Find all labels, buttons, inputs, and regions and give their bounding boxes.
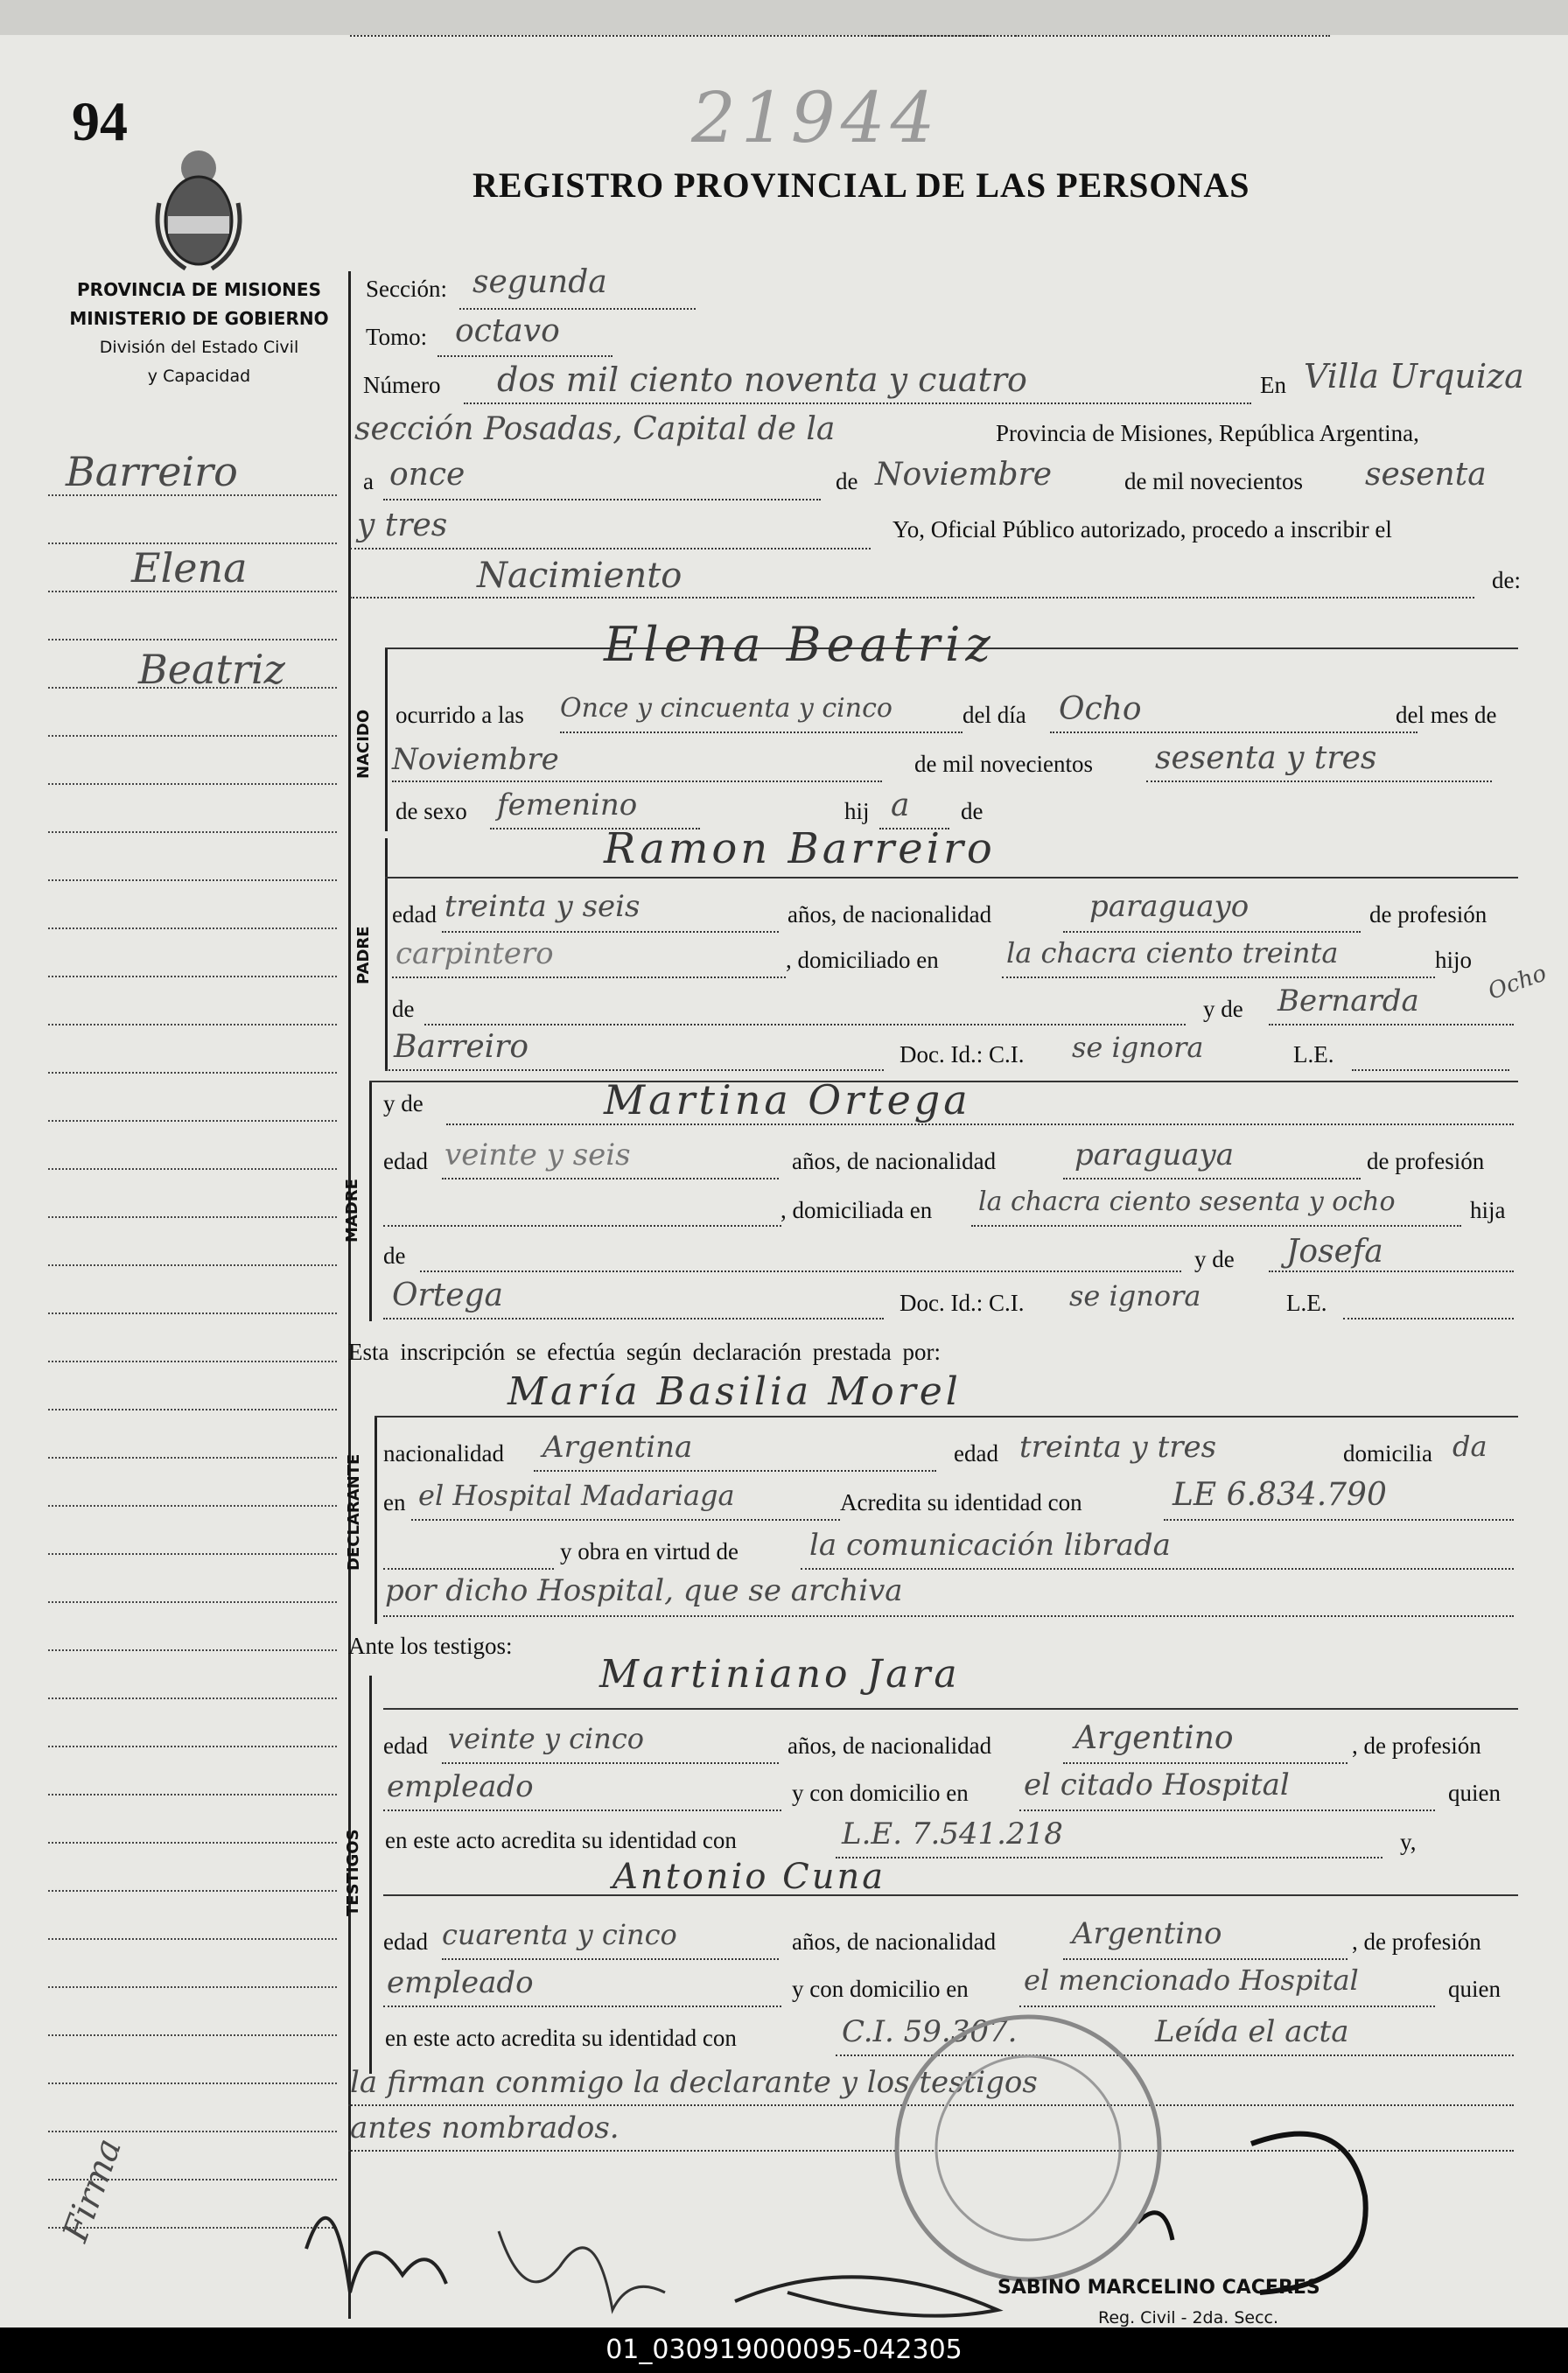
testigo1-edad: veinte y cinco (448, 1722, 645, 1755)
declarante-rule (374, 1416, 377, 1624)
testigo2-domicilio: el mencionado Hospital (1024, 1964, 1359, 1997)
margin-rule-line (48, 1072, 337, 1074)
testigo2-acredita-label: en este acto acredita su identidad con (385, 2025, 737, 2051)
margin-rule-line (48, 1409, 337, 1410)
margin-surname: Barreiro (66, 448, 238, 495)
document-page (0, 35, 1568, 2328)
margin-rule-line (48, 1457, 337, 1459)
margin-rule-line (48, 783, 337, 785)
division-name: División del Estado Civil (99, 338, 299, 357)
document-title: REGISTRO PROVINCIAL DE LAS PERSONAS (472, 165, 1250, 205)
declarante-edad: treinta y tres (1019, 1430, 1217, 1465)
hora-value: Once y cincuenta y cinco (560, 693, 892, 724)
madre-doc-label: Doc. Id.: C.I. (900, 1290, 1025, 1316)
inscripcion-label: Esta inscripción se efectúa según declaración prestada por: (348, 1339, 941, 1365)
testigo1-documento-line (836, 1857, 1382, 1858)
declarante-nac-label: nacionalidad (383, 1440, 504, 1466)
padre-madre-de-value: Bernarda (1278, 984, 1419, 1018)
declarante-section-label: DECLARANTE (345, 1453, 363, 1571)
declarante-domicilio: el Hospital Madariaga (418, 1479, 735, 1512)
top-paper-edge (0, 0, 1568, 35)
testigo2-edad-line (442, 1958, 779, 1960)
margin-note: Firma (55, 2133, 130, 2247)
testigo1-nac-line (1063, 1762, 1348, 1764)
ocurrido-label: ocurrido a las (396, 702, 524, 728)
madre-anios-label: años, de nacionalidad (792, 1148, 997, 1174)
margin-name-1: Elena (131, 544, 248, 592)
declarante-edad-line (1015, 35, 1330, 37)
a-label: a (363, 468, 374, 494)
padre-nombre: Ramon Barreiro (604, 824, 996, 873)
mes-value: Noviembre (875, 457, 1053, 493)
testigo1-profesion-line (383, 1810, 781, 1811)
sexo-value: femenino (497, 788, 638, 822)
handwritten-number: 21944 (691, 77, 941, 158)
margin-rule-line (48, 1938, 337, 1940)
madre-le-label: L.E. (1286, 1290, 1327, 1316)
en-label: En (1260, 372, 1286, 398)
testigo2-nombre: Antonio Cuna (612, 1857, 886, 1897)
madre-nacionalidad-line (1063, 1178, 1361, 1180)
madre-doc-value: se ignora (1069, 1279, 1201, 1312)
madre-madre-de-value: Josefa (1286, 1234, 1383, 1270)
madre-madre-de-line (1269, 1270, 1514, 1272)
madre-profesion-label: de profesión (1367, 1148, 1485, 1174)
testigo2-leida: Leída el acta (1155, 2014, 1349, 2049)
margin-rule-line (48, 2082, 337, 2084)
madre-le-line (1343, 1318, 1514, 1320)
padre-profesion-value: carpintero (396, 936, 554, 971)
padre-nacionalidad-line (1063, 931, 1361, 933)
margin-rule-line (48, 1505, 337, 1507)
ministry-name: MINISTERIO DE GOBIERNO (69, 308, 329, 329)
margin-rule-line (48, 1794, 337, 1796)
margin-rule-line (48, 1698, 337, 1699)
madre-nombre-line (446, 1124, 1514, 1125)
declarante-obra-pre-line (383, 1568, 554, 1570)
en-value: Villa Urquiza (1304, 357, 1524, 396)
declarante-domicilia-label: domicilia (1343, 1440, 1432, 1466)
anio-label: de mil novecientos (1124, 468, 1303, 494)
oficial-label: Yo, Oficial Público autorizado, procedo a inscribir el (892, 516, 1392, 542)
seccion-label: Sección: (366, 276, 447, 302)
margin-name-2: Beatriz (138, 646, 285, 693)
margin-rule-line (48, 879, 337, 881)
stamp-registry: Reg. Civil - 2da. Secc. (1098, 2308, 1279, 2328)
testigo1-documento: L.E. 7.541.218 (842, 1816, 1063, 1852)
dia-value: once (389, 457, 466, 493)
madre-yde-label: y de (383, 1090, 424, 1116)
declarante-documento-line (1164, 1519, 1514, 1521)
anio-nac-line (1146, 780, 1492, 782)
declarante-top-rule (374, 1416, 1518, 1418)
padre-domicilio-label: , domiciliado en (786, 947, 939, 973)
hora-line (560, 732, 962, 733)
padre-profesion-label: de profesión (1369, 901, 1488, 928)
margin-rule-line (48, 976, 337, 977)
madre-apellido: Ortega (392, 1278, 504, 1313)
testigo1-quien-label: quien (1448, 1780, 1501, 1806)
madre-edad-line (442, 1178, 779, 1180)
declarante-obra-2: por dicho Hospital, que se archiva (385, 1573, 903, 1608)
declarante-obra-label: y obra en virtud de (560, 1538, 738, 1564)
testigo1-nombre: Martiniano Jara (599, 1652, 961, 1697)
provincia-label: Provincia de Misiones, República Argentina, (996, 420, 1419, 446)
declarante-nacionalidad: Argentina (542, 1430, 693, 1465)
testigo2-top-rule (383, 1894, 1518, 1896)
stamp-name: SABINO MARCELINO CACERES (998, 2277, 1320, 2299)
margin-rule-line (48, 1216, 337, 1218)
madre-edad-value: veinte y seis (444, 1138, 631, 1172)
testigo2-edad: cuarenta y cinco (442, 1918, 677, 1951)
nacido-nombre: Elena Beatriz (604, 617, 996, 672)
hij-value: a (891, 788, 910, 823)
padre-profesion-line (392, 976, 786, 978)
closing-line-2: antes nombrados. (350, 2110, 620, 2146)
anio2-value: y tres (357, 508, 448, 543)
madre-de-label: de (383, 1242, 406, 1269)
anio-nac-value: sesenta y tres (1155, 740, 1377, 776)
testigo1-anios-label: años, de nacionalidad (788, 1732, 992, 1759)
seccion-value: segunda (472, 264, 607, 300)
margin-rule-line (48, 735, 337, 737)
madre-domicilio-value: la chacra ciento sesenta y ocho (978, 1186, 1396, 1217)
numero-value: dos mil ciento noventa y cuatro (497, 360, 1027, 399)
madre-section-label: MADRE (343, 1179, 361, 1242)
padre-de-label: de (392, 996, 415, 1022)
madre-rule (369, 1081, 372, 1321)
nacido-de-label: de (961, 798, 984, 824)
seccion-line (459, 308, 696, 310)
declarante-nombre: María Basilia Morel (508, 1369, 962, 1414)
province-name: PROVINCIA DE MISIONES (77, 279, 321, 300)
madre-nacionalidad-value: paraguaya (1074, 1138, 1234, 1172)
madre-hija-label: hija (1470, 1197, 1506, 1223)
declarante-obra2-line (383, 1615, 1514, 1617)
de-label: de (836, 468, 858, 494)
padre-section-label: PADRE (354, 926, 373, 984)
padre-edad-line (442, 931, 779, 933)
padre-apellido: Barreiro (394, 1029, 529, 1065)
padre-hijo-extra: Ocho (1484, 960, 1550, 1005)
testigo2-profesion-line (383, 2006, 781, 2007)
padre-anios-label: años, de nacionalidad (788, 901, 992, 928)
madre-yde2-label: y de (1194, 1246, 1235, 1272)
declarante-en-label: en (383, 1489, 406, 1516)
testigos-label: Ante los testigos: (348, 1633, 513, 1659)
mil-label: de mil novecientos (914, 751, 1093, 777)
margin-rule-line (48, 639, 337, 640)
declarante-domicilio-line (411, 1519, 840, 1521)
padre-domicilio-value: la chacra ciento treinta (1006, 936, 1339, 970)
margin-rule-line (48, 2034, 337, 2036)
anio2-line (350, 548, 871, 550)
declarante-documento: LE 6.834.790 (1172, 1477, 1387, 1513)
padre-nacionalidad-value: paraguayo (1089, 889, 1250, 924)
testigo1-acredita-label: en este acto acredita su identidad con (385, 1827, 737, 1853)
mes-nac-line (392, 780, 882, 782)
mes-nac-value: Noviembre (392, 742, 559, 777)
testigos-rule (369, 1676, 372, 2074)
margin-rule-line (48, 1361, 337, 1362)
margin-rule-line (48, 1120, 337, 1122)
de-end-label: de: (1492, 567, 1521, 593)
padre-doc-label: Doc. Id.: C.I. (900, 1041, 1025, 1068)
anio-value: sesenta (1365, 457, 1487, 493)
testigo2-domicilio-label: y con domicilio en (792, 1976, 969, 2002)
testigo1-profesion-label: , de profesión (1352, 1732, 1481, 1759)
tomo-value: octavo (455, 313, 560, 349)
acto-line (350, 597, 1474, 598)
madre-edad-label: edad (383, 1148, 428, 1174)
testigo2-quien-label: quien (1448, 1976, 1501, 2002)
testigos-section-label: TESTIGOS (344, 1829, 362, 1916)
declarante-acredita-label: Acredita su identidad con (840, 1489, 1082, 1516)
declarante-obra: la comunicación librada (809, 1528, 1171, 1563)
testigo1-domicilio-label: y con domicilio en (792, 1780, 969, 1806)
testigo1-domicilio-line (1019, 1810, 1435, 1811)
margin-rule-line (48, 1553, 337, 1555)
padre-yde-label: y de (1203, 996, 1243, 1022)
sexo-label: de sexo (396, 798, 467, 824)
margin-rule-line (48, 1986, 337, 1988)
testigo1-domicilio: el citado Hospital (1024, 1768, 1290, 1802)
numero-line (464, 402, 1251, 404)
madre-domicilio-line (971, 1225, 1461, 1227)
madre-domicilio-label: , domiciliada en (780, 1197, 933, 1223)
margin-rule-line (48, 1601, 337, 1603)
madre-nombre: Martina Ortega (604, 1076, 971, 1124)
testigo2-profesion: empleado (387, 1965, 534, 2000)
declarante-nac-line (534, 1470, 936, 1472)
margin-rule-line (48, 2131, 337, 2132)
del-dia-label: del día (962, 702, 1026, 728)
padre-de-line (424, 1024, 1186, 1026)
declarante-domicilia-suffix: da (1452, 1430, 1488, 1463)
dia-nac-line (1050, 732, 1418, 733)
testigo1-edad-label: edad (383, 1732, 428, 1759)
numero-label: Número (363, 372, 441, 398)
testigo1-top-rule (383, 1708, 1518, 1710)
testigo2-profesion-label: , de profesión (1352, 1928, 1481, 1955)
testigo2-nacionalidad: Argentino (1072, 1916, 1222, 1951)
dia-line (383, 499, 821, 500)
page-number: 94 (72, 90, 128, 152)
tomo-label: Tomo: (366, 324, 428, 350)
main-vertical-rule (348, 271, 351, 2319)
padre-domicilio-line (1002, 976, 1435, 978)
padre-edad-value: treinta y seis (444, 889, 640, 924)
declarante-obra-line (801, 1568, 1514, 1570)
madre-apellido-line (383, 1318, 884, 1320)
margin-rule-line (48, 831, 337, 833)
margin-rule-line (48, 928, 337, 929)
margin-rule-line (48, 1842, 337, 1844)
padre-rule (385, 838, 388, 1071)
padre-top-rule (385, 877, 1518, 878)
margin-rule-line (48, 1024, 337, 1026)
official-seal-icon (884, 2004, 1172, 2292)
testigo1-edad-line (442, 1762, 779, 1764)
padre-le-line (1352, 1069, 1509, 1071)
padre-hijo-label: hijo (1435, 947, 1473, 973)
margin-rule-line (48, 1264, 337, 1266)
nacido-section-label: NACIDO (354, 709, 373, 779)
padre-edad-label: edad (392, 901, 437, 928)
dia-nac-value: Ocho (1059, 691, 1142, 727)
padre-doc-value: se ignora (1072, 1031, 1204, 1064)
margin-rule-line (48, 1746, 337, 1747)
tomo-line (438, 355, 612, 357)
testigo1-nacionalidad: Argentino (1074, 1720, 1234, 1756)
nacido-rule (385, 648, 388, 831)
testigo2-edad-label: edad (383, 1928, 428, 1955)
margin-rule-line (48, 1890, 337, 1892)
madre-profesion-line (383, 1225, 781, 1227)
margin-rule-line (48, 1168, 337, 1170)
acto-value: Nacimiento (477, 556, 682, 596)
del-mes-label: del mes de (1396, 702, 1497, 728)
testigo1-y-label: y, (1400, 1829, 1417, 1855)
coat-of-arms-icon (150, 142, 247, 273)
madre-de-line (420, 1270, 1181, 1272)
issuer-block (48, 276, 350, 391)
testigo1-profesion: empleado (387, 1769, 534, 1804)
declarante-edad-label: edad (954, 1440, 998, 1466)
padre-le-label: L.E. (1293, 1041, 1334, 1068)
padre-apellido-line (385, 1069, 884, 1071)
testigo2-nac-line (1063, 1958, 1348, 1960)
footer-code: 01_030919000095-042305 (0, 2328, 1568, 2373)
testigo2-documento: C.I. 59.307. (842, 2014, 1018, 2049)
margin-rule-line (48, 1649, 337, 1651)
margin-rule-line (48, 1312, 337, 1314)
closing-line-1: la firman conmigo la declarante y los testigos (350, 2065, 1038, 2100)
seccion2-value: sección Posadas, Capital de la (354, 411, 836, 447)
testigo2-anios-label: años, de nacionalidad (792, 1928, 997, 1955)
capacity-name: y Capacidad (147, 367, 251, 386)
hij-label: hij (844, 798, 870, 824)
padre-madre-de-line (1269, 1024, 1514, 1026)
